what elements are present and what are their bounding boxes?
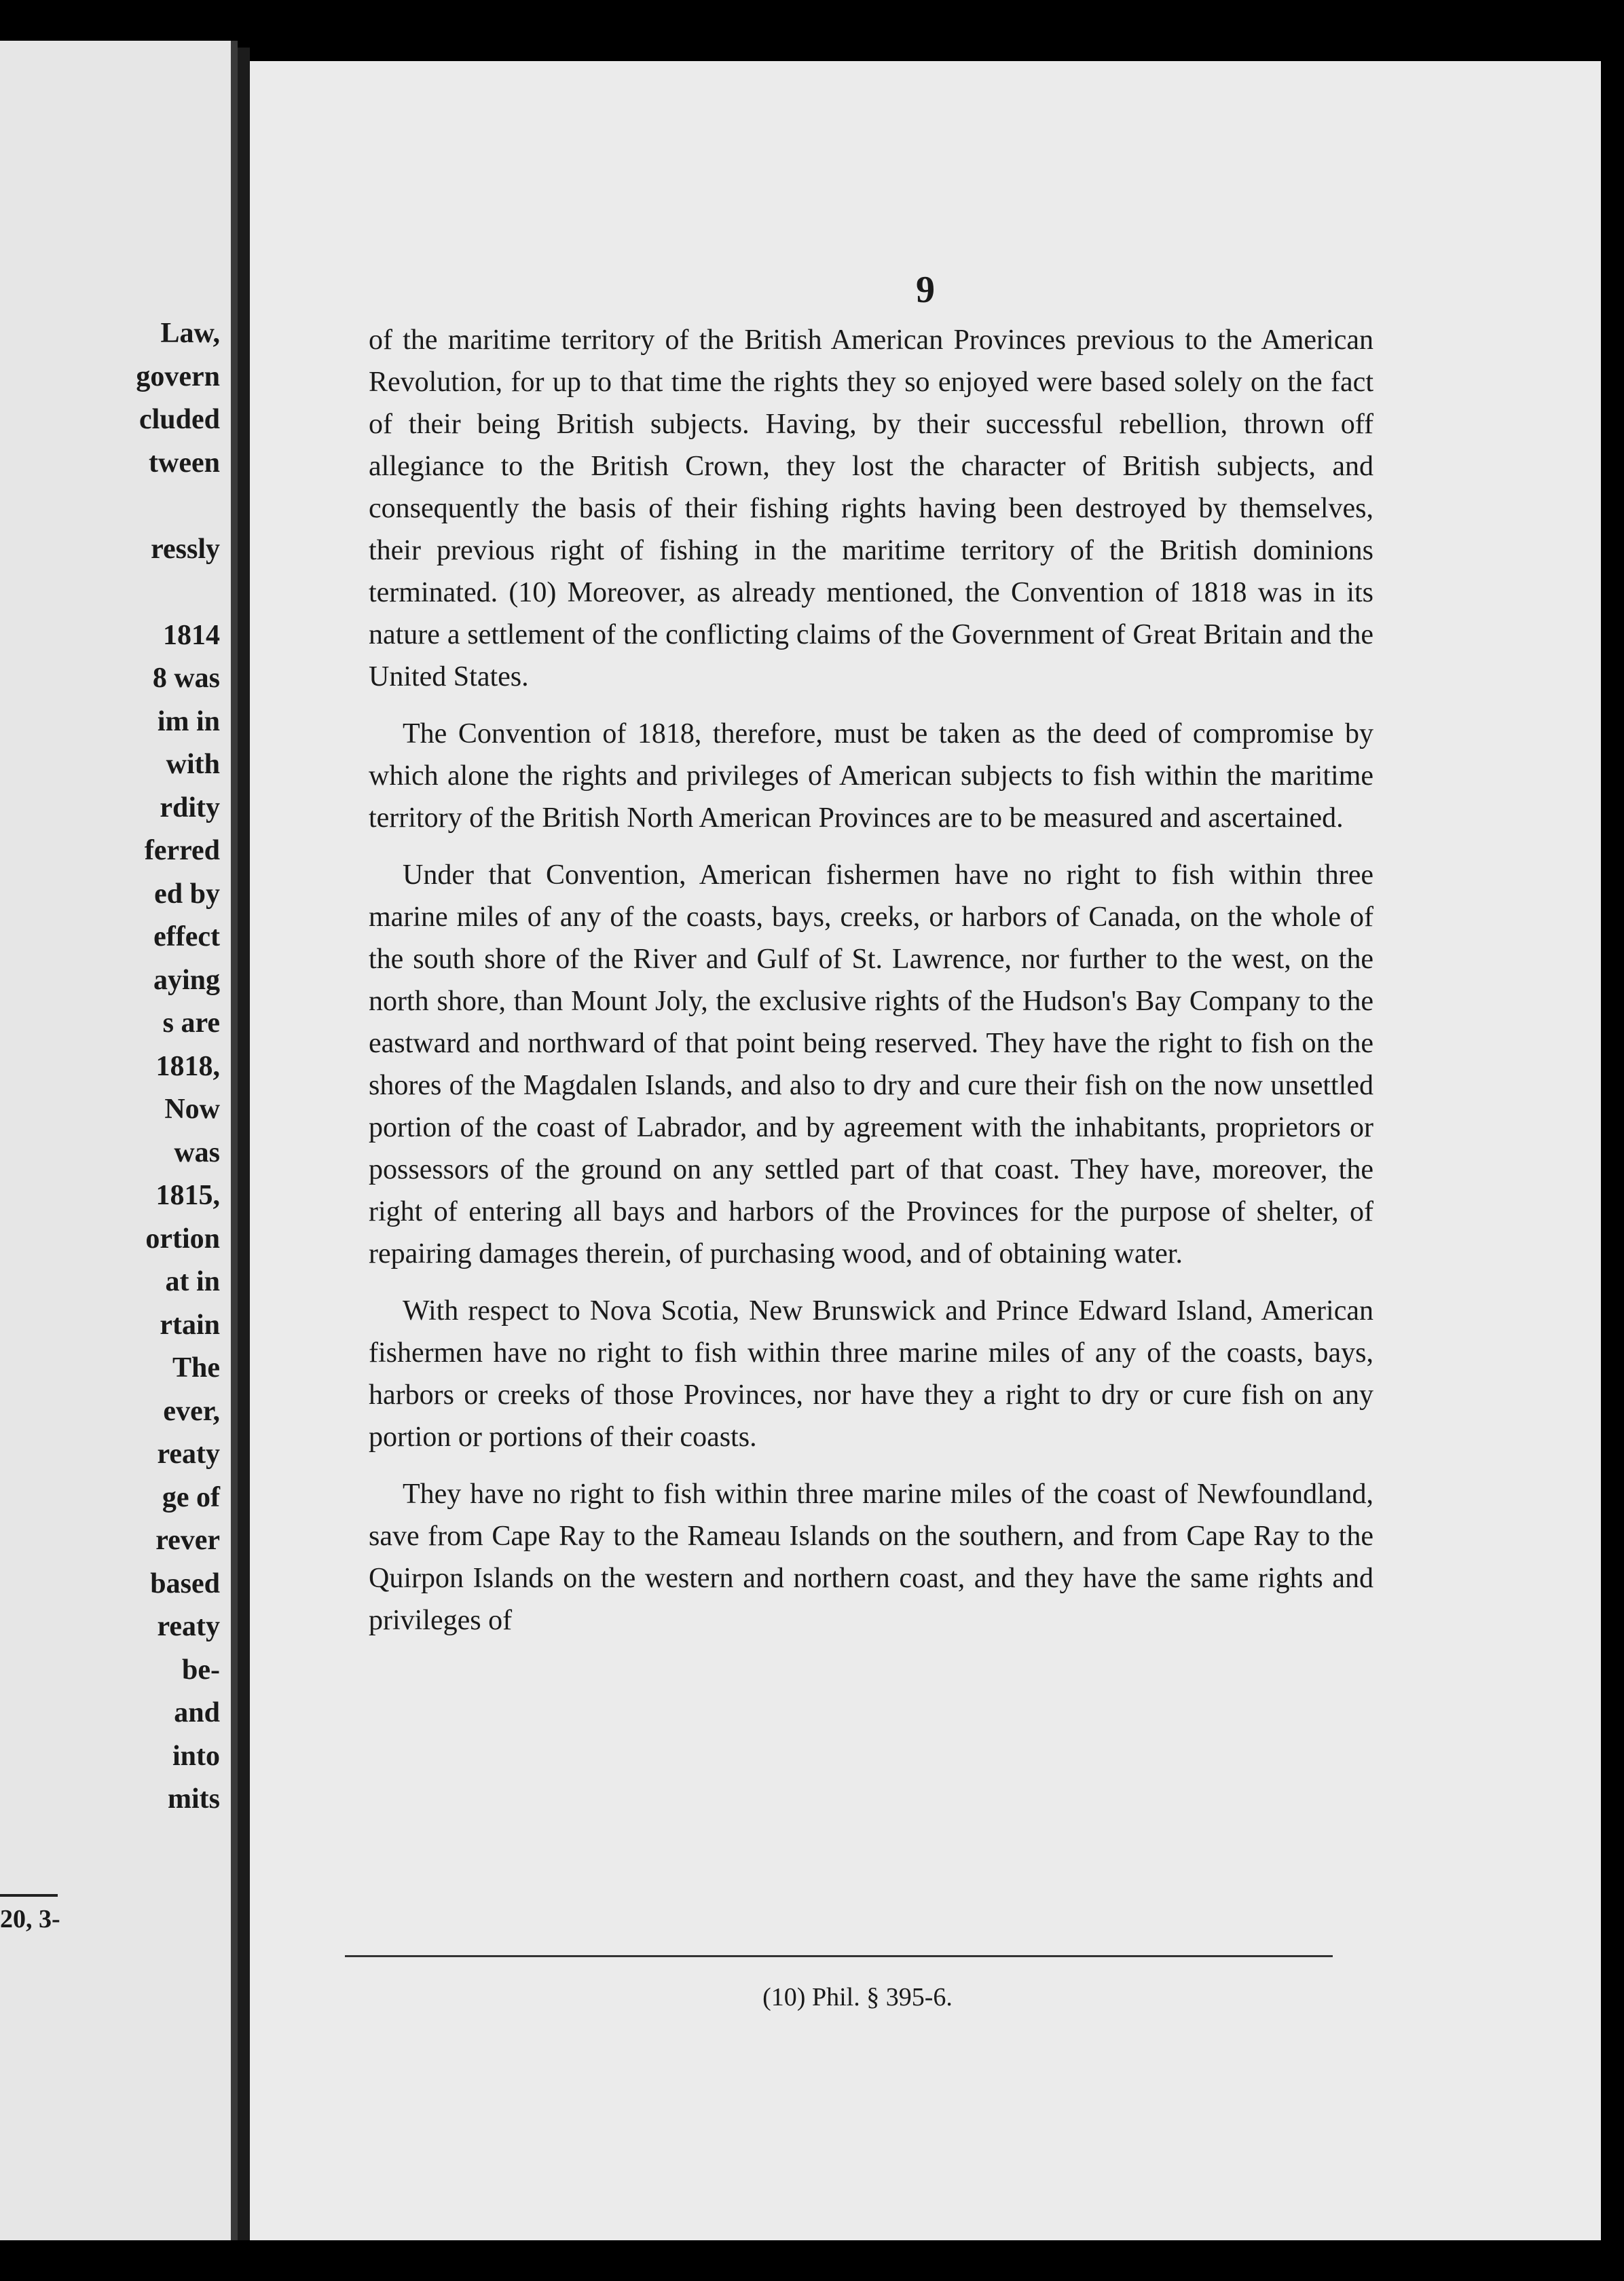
left-page-line: 1814 — [163, 619, 220, 651]
paragraph: With respect to Nova Scotia, New Brunswick and Prince Edward Island, American fishermen have no right to fish within three marine miles of any of the coasts, bays, harbors or creeks of those Provinces, nor have they a right to dry or cure fish on any portion or portions of their coasts. — [369, 1295, 1373, 1453]
left-page-line: ed by — [154, 878, 220, 910]
footnote-rule — [345, 1955, 1333, 1957]
body-text — [369, 319, 1373, 1656]
left-page-line: with — [166, 749, 220, 780]
left-page-line: ressly — [151, 533, 220, 565]
left-page-line: ortion — [145, 1223, 220, 1255]
left-page-line: into — [172, 1740, 220, 1772]
left-footnote-rule — [0, 1894, 58, 1897]
left-page-line: reaty — [157, 1611, 220, 1642]
left-page-line: 1818, — [155, 1050, 220, 1082]
left-page-line: ge of — [162, 1481, 220, 1513]
left-page-line: ferred — [144, 835, 220, 866]
left-page-line: rever — [155, 1525, 220, 1556]
left-page-line: rdity — [160, 792, 220, 823]
left-page-line: 8 was — [152, 663, 220, 694]
left-page-text — [136, 312, 220, 1821]
left-page-line: reaty — [157, 1439, 220, 1470]
footnote: (10) Phil. § 395-6. — [762, 1983, 953, 2011]
book-gutter — [238, 48, 250, 2240]
left-page-fragment — [0, 41, 238, 2240]
left-page-line: govern — [136, 360, 220, 392]
left-page-line: Law, — [160, 318, 220, 349]
paragraph: They have no right to fish within three marine miles of the coast of Newfoundland, save from Cape Ray to the Rameau Islands on the southern, and from Cape Ray to the Quirpon Islands on the western and northern coast, and they have the same rights and privileges of — [369, 1479, 1373, 1636]
left-page-line — [136, 485, 220, 528]
left-page-line: and — [174, 1697, 220, 1728]
left-page-line: aying — [153, 964, 220, 996]
left-page-line: The — [172, 1352, 220, 1384]
left-page-line: im in — [157, 705, 220, 737]
left-page-line: 1815, — [155, 1180, 220, 1211]
paragraph: Under that Convention, American fishermen have no right to fish within three marine miles of any of the coasts, bays, creeks, or harbors of Canada, on the whole of the south shore of the River and Gulf of St. Lawrence, nor further to the west, on the north shore, than Mount Joly, the exclusive rights of the Hudson's Bay Company to the eastward and northward of that point being reserved. They have the right to fish on the shores of the Magdalen Islands, and also to dry and cure their fish on the now unsettled portion of the coast of Labrador, and by agreement with the inhabitants, proprietors or possessors of the ground on any settled part of that coast. They have, moreover, the right of entering all bays and harbors of the Provinces for the purpose of shelter, of repairing damages therein, of purchasing wood, and of obtaining water. — [369, 859, 1373, 1269]
left-page-line: tween — [149, 447, 220, 479]
paragraph: The Convention of 1818, therefore, must be taken as the deed of compromise by which alone the rights and privileges of American subjects to fish within the maritime territory of the British North American Provinces are to be measured and ascertained. — [369, 718, 1373, 834]
left-page-line: rtain — [160, 1309, 220, 1341]
left-footnote: 20, 3- — [0, 1905, 60, 1933]
left-page-line: s are — [162, 1007, 220, 1039]
left-page-line: ever, — [163, 1395, 220, 1427]
document-page — [250, 61, 1601, 2240]
left-page-line — [136, 571, 220, 614]
left-page-line: based — [150, 1568, 220, 1599]
left-page-line: cluded — [139, 404, 220, 435]
left-page-line: Now — [164, 1094, 220, 1125]
left-page-line: effect — [153, 921, 220, 952]
left-page-line: be- — [182, 1654, 220, 1686]
left-page-line: was — [174, 1136, 220, 1168]
left-page-line: at in — [165, 1266, 220, 1297]
paragraph: of the maritime territory of the British American Provinces previous to the American Revolution, for up to that time the rights they so enjoyed were based solely on the fact of their being British subjects. Having, by their successful rebellion, thrown off allegiance to the British Crown, they lost the character of British subjects, and consequently the basis of their fishing rights having been destroyed by themselves, their previous right of fishing in the maritime territory of the British dominions terminated. (10) Moreover, as already mentioned, the Convention of 1818 was in its nature a settlement of the conflicting claims of the Government of Great Britain and the United States. — [369, 324, 1373, 692]
page-number: 9 — [916, 269, 935, 311]
left-page-line: mits — [168, 1783, 220, 1815]
